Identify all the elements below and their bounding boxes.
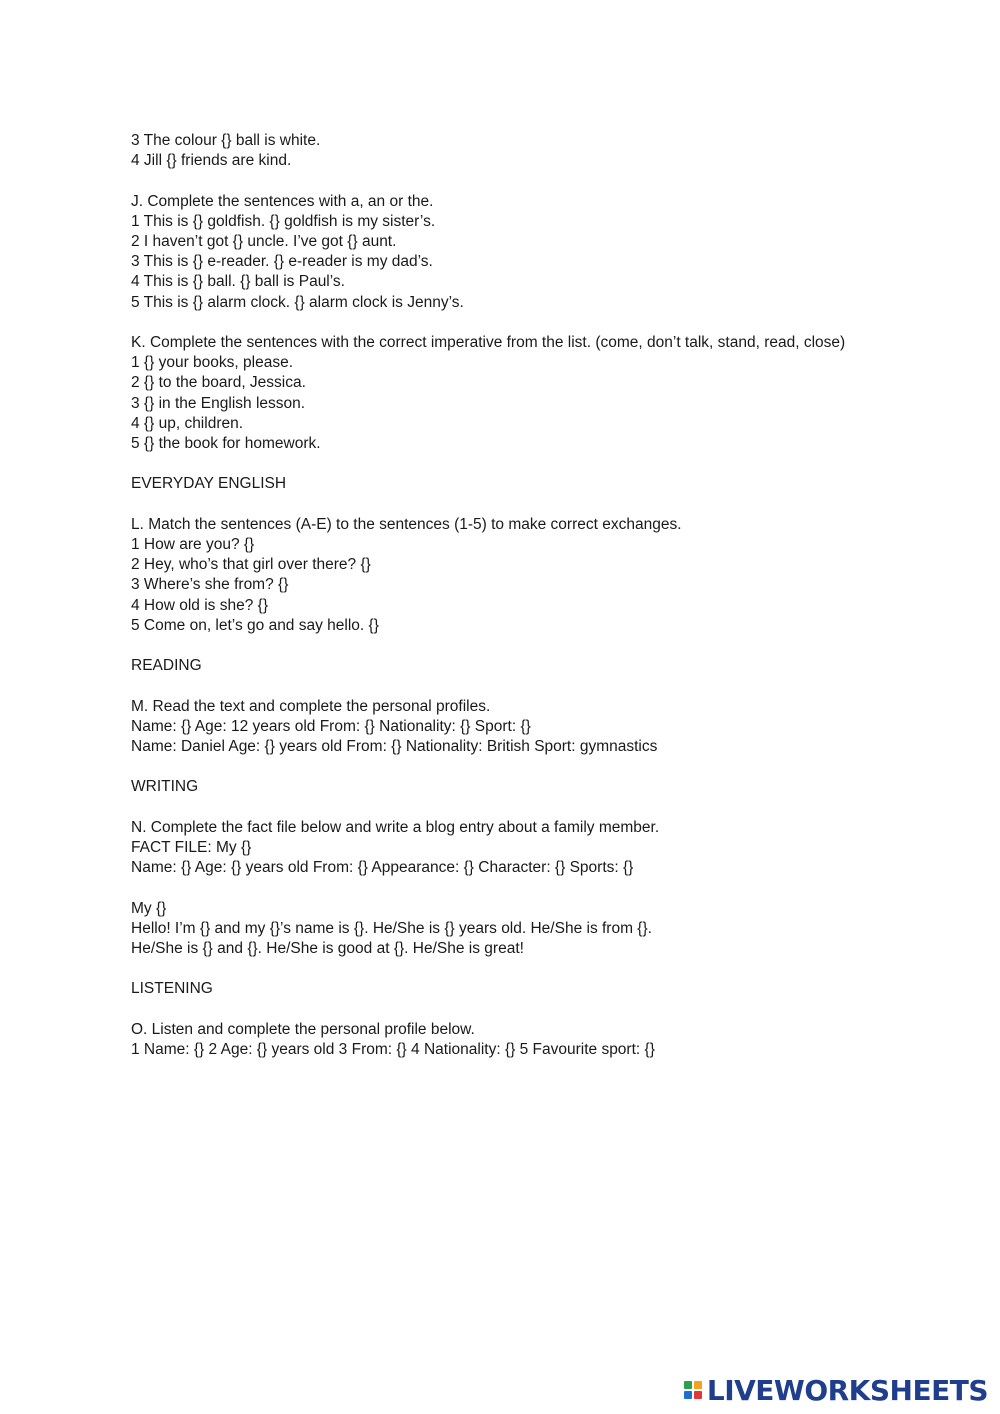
sentence-item: 1 How are you? {}: [131, 536, 255, 553]
section-heading: L. Match the sentences (A-E) to the sentences (1-5) to make correct exchanges.: [131, 515, 682, 533]
sentence-item: 2 I haven’t got {} uncle. I’ve got {} aunt.: [131, 233, 397, 250]
profile-line: 1 Name: {} 2 Age: {} years old 3 From: {} 4 Nationality: {} 5 Favourite sport: {}: [131, 1040, 655, 1058]
blog-line: Hello! I’m {} and my {}’s name is {}. He/She is {} years old. He/She is from {}.: [131, 919, 652, 937]
section-o: [131, 1020, 871, 1060]
live-tiles-icon: [684, 1381, 702, 1399]
sentence-item: 3 This is {} e-reader. {} e-reader is my dad’s.: [131, 253, 433, 271]
sentence-item: 1 This is {} goldfish. {} goldfish is my sister’s.: [131, 212, 436, 230]
section-heading: O. Listen and complete the personal profile below.: [131, 1020, 475, 1038]
sentence-item: 5 This is {} alarm clock. {} alarm clock is Jenny’s.: [131, 293, 464, 311]
fact-file-fields: Name: {} Age: {} years old From: {} Appearance: {} Character: {} Sports: {}: [131, 859, 634, 877]
sentence-item: 3 The colour {} ball is white.: [131, 132, 321, 149]
brand-name: LIVEWORKSHEETS: [706, 1373, 988, 1407]
worksheet-page: [131, 131, 871, 1060]
sentence-item: 5 {} the book for homework.: [131, 435, 321, 453]
reading-title: READING: [131, 657, 202, 675]
writing-title: WRITING: [131, 778, 199, 796]
section-n: [131, 818, 871, 959]
blog-line: He/She is {} and {}. He/She is good at {}. He/She is great!: [131, 939, 524, 957]
sentence-item: 4 This is {} ball. {} ball is Paul’s.: [131, 273, 345, 291]
section-heading: J. Complete the sentences with a, an or the.: [131, 192, 434, 210]
profile-line: Name: Daniel Age: {} years old From: {} Nationality: British Sport: gymnastics: [131, 738, 658, 755]
logo-tile: [694, 1381, 702, 1389]
sentence-item: 2 Hey, who’s that girl over there? {}: [131, 556, 371, 574]
liveworksheets-logo[interactable]: [684, 1374, 988, 1406]
sentence-item: 5 Come on, let’s go and say hello. {}: [131, 616, 379, 634]
listening-title: LISTENING: [131, 980, 213, 998]
section-heading: M. Read the text and complete the personal profiles.: [131, 697, 491, 715]
sentence-item: 3 {} in the English lesson.: [131, 394, 306, 412]
sentence-item: 4 {} up, children.: [131, 414, 244, 432]
section-k: [131, 333, 871, 454]
fact-file-title: FACT FILE: My {}: [131, 838, 252, 856]
sentence-item: 1 {} your books, please.: [131, 354, 294, 372]
sentence-item: 3 Where’s she from? {}: [131, 576, 289, 594]
section-i-tail: [131, 131, 871, 171]
sentence-item: 2 {} to the board, Jessica.: [131, 374, 306, 392]
section-heading: K. Complete the sentences with the correct imperative from the list. (come, don’t talk, stand, read, close): [131, 334, 846, 351]
logo-tile: [684, 1391, 692, 1399]
logo-tile: [684, 1381, 692, 1389]
blog-title: My {}: [131, 899, 167, 917]
sentence-item: 4 Jill {} friends are kind.: [131, 152, 292, 170]
everyday-english-title: EVERYDAY ENGLISH: [131, 475, 287, 493]
profile-line: Name: {} Age: 12 years old From: {} Nationality: {} Sport: {}: [131, 717, 531, 735]
section-heading: N. Complete the fact file below and write a blog entry about a family member.: [131, 818, 660, 836]
section-l: [131, 515, 871, 636]
section-j: [131, 192, 871, 313]
section-m: [131, 697, 871, 758]
sentence-item: 4 How old is she? {}: [131, 596, 269, 614]
logo-tile: [694, 1391, 702, 1399]
